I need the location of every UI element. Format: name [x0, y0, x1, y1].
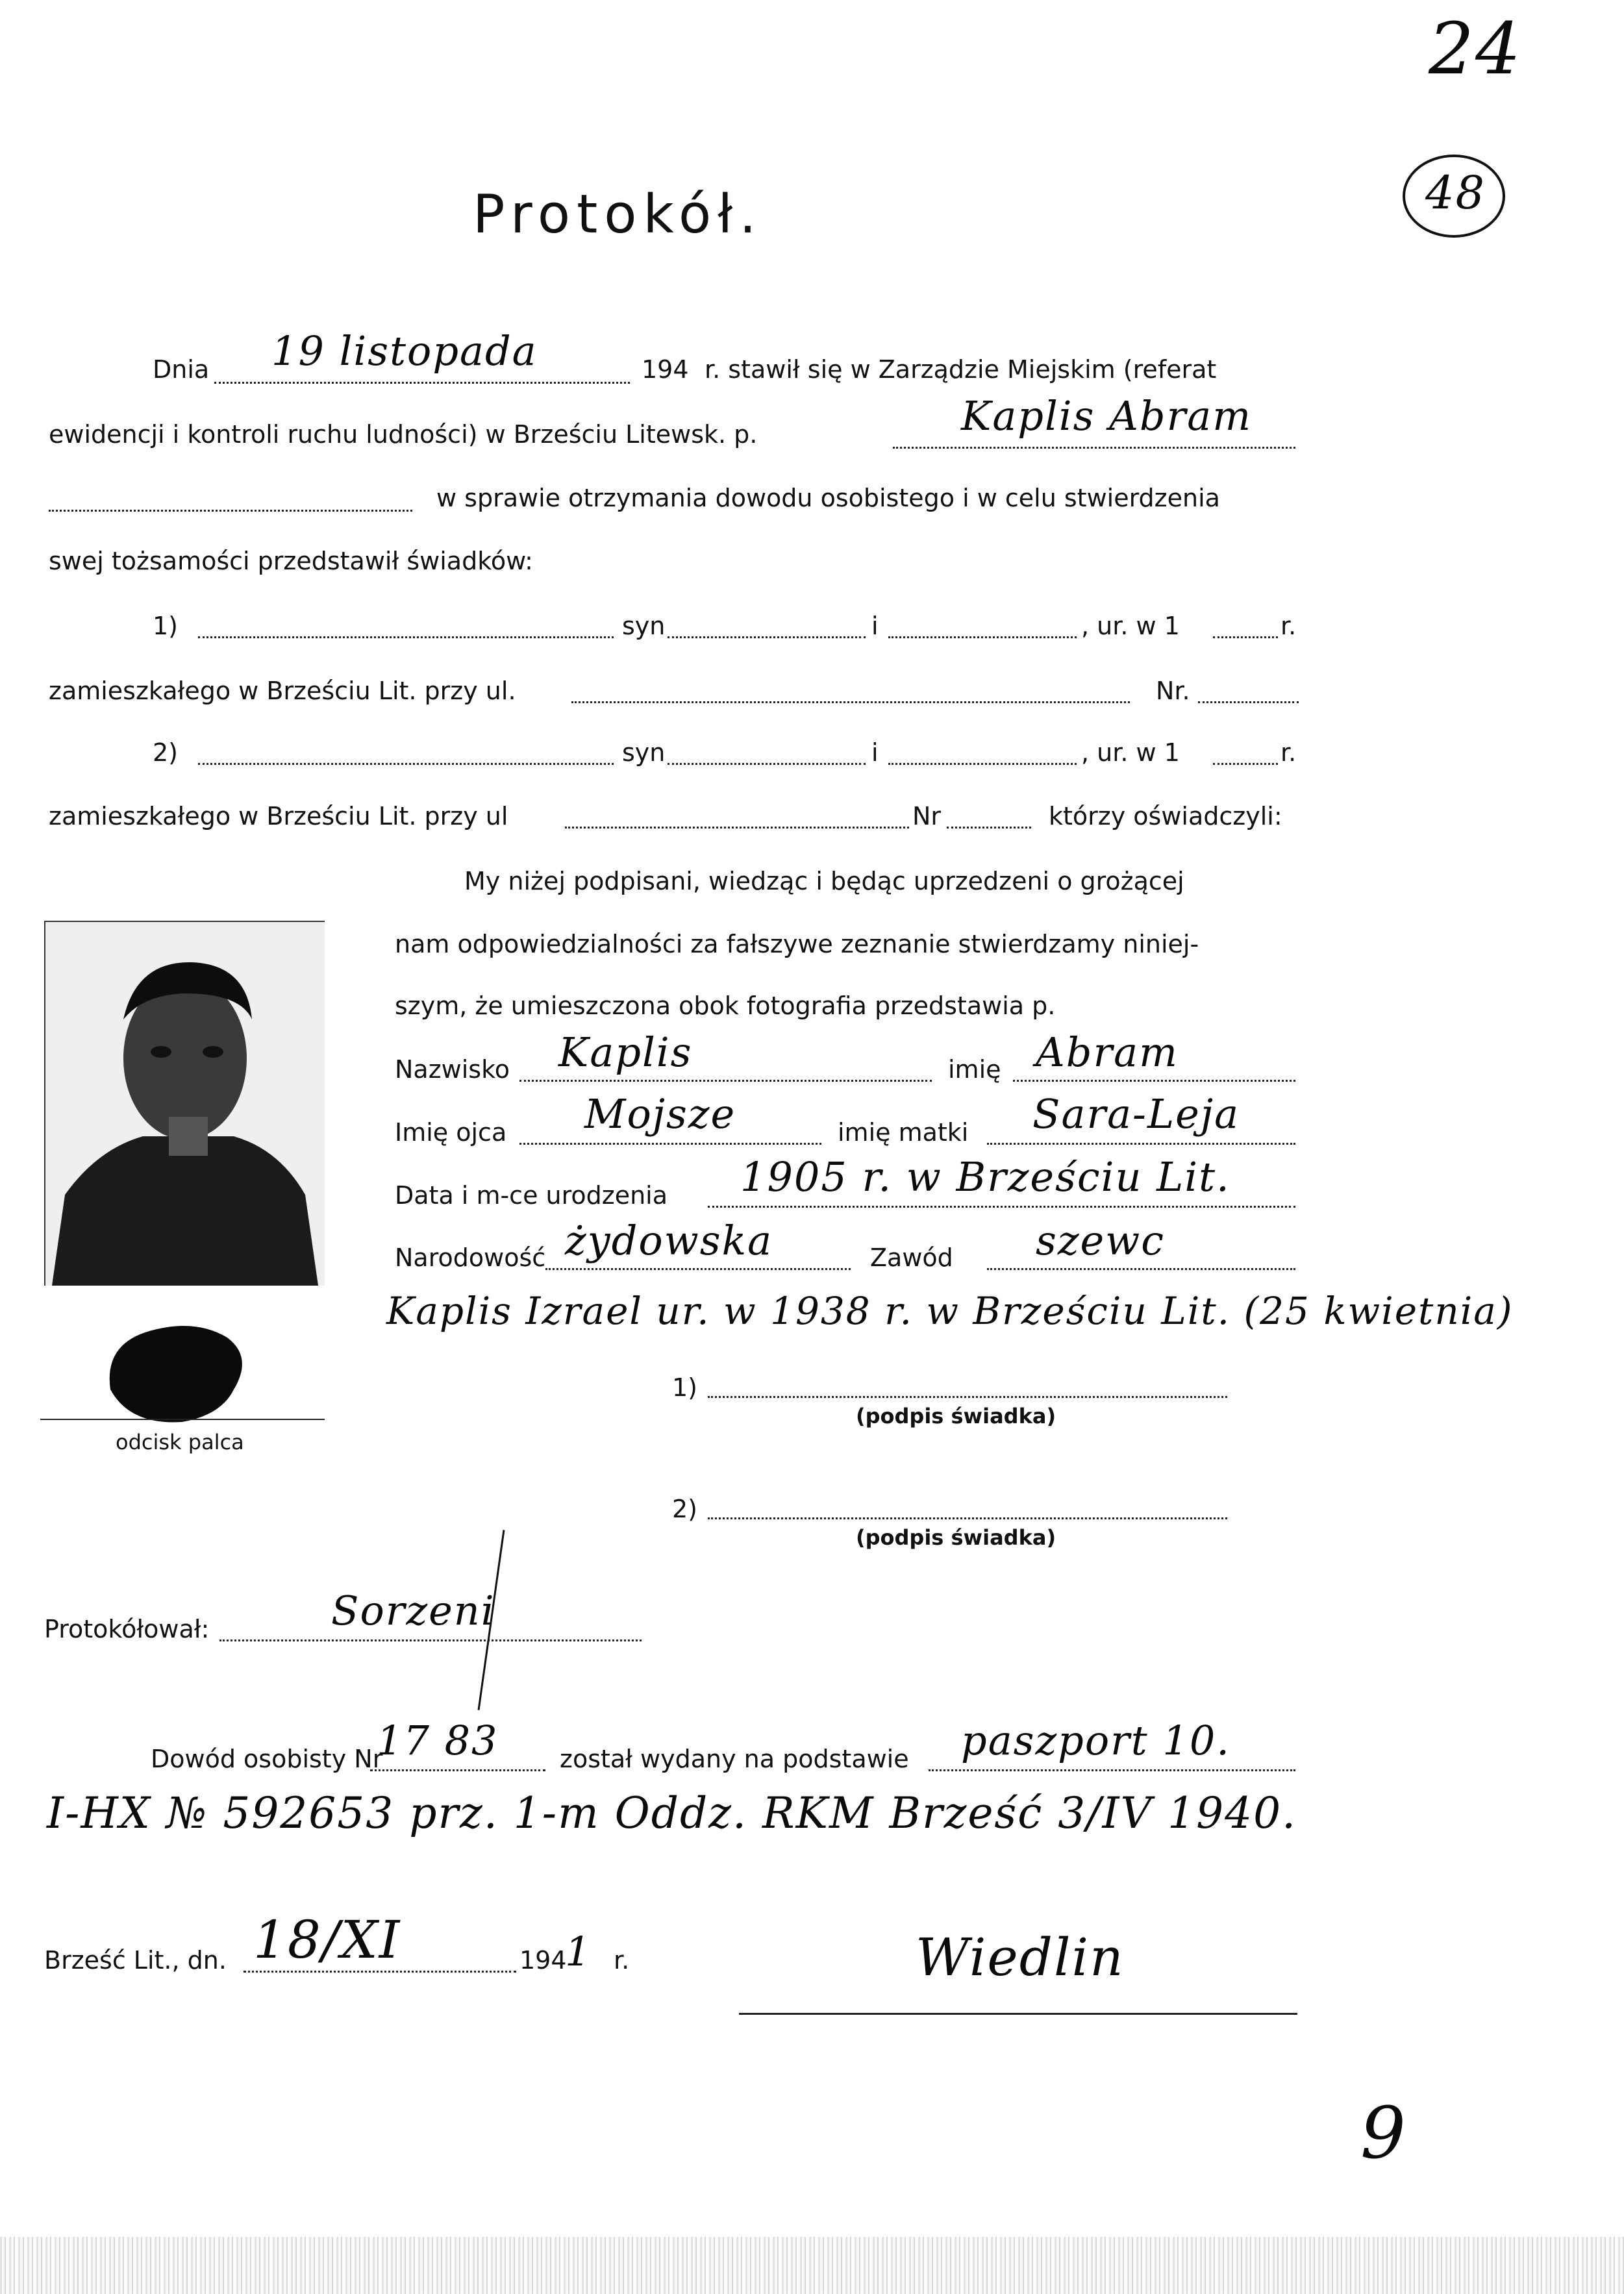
intro-line4: swej tożsamości przedstawił świadków:	[49, 547, 533, 575]
witness2-number: 2)	[153, 738, 179, 767]
firstname-line	[1013, 1080, 1295, 1082]
witness2-and-label: i	[871, 738, 879, 767]
footer-year-suffix: r.	[614, 1946, 630, 1975]
fingerprint-image	[97, 1318, 260, 1428]
scan-noise-strip	[0, 2237, 1624, 2294]
firstname-value: Abram	[1036, 1029, 1179, 1076]
official-signature: Wiedlin	[916, 1927, 1125, 1988]
witness1-nr-line	[1198, 701, 1299, 703]
statement-line1: My niżej podpisani, wiedząc i będąc uprzedzeni o grożącej	[464, 867, 1184, 895]
footer-year-digit: 1	[565, 1928, 592, 1975]
intro-line3: w sprawie otrzymania dowodu osobistego i w celu stwierdzenia	[436, 484, 1220, 512]
birth-line	[708, 1206, 1295, 1208]
witness2-nr-line	[947, 827, 1031, 829]
witness2-year-line	[1213, 763, 1278, 765]
page-title: Protokół.	[473, 184, 763, 245]
surname-line	[519, 1080, 932, 1082]
name-line	[893, 447, 1295, 449]
official-signature-line	[739, 2013, 1297, 2015]
id-basis-value: paszport 10.	[961, 1717, 1231, 1764]
witness1-year-line	[1213, 636, 1278, 638]
witness1-address-line	[571, 701, 1130, 703]
page-mark: 9	[1360, 2091, 1407, 2175]
occupation-line	[987, 1268, 1295, 1270]
fingerprint-line	[40, 1419, 325, 1420]
witness1-born-label: , ur. w 1	[1081, 612, 1180, 640]
witness1-and-label: i	[871, 612, 879, 640]
day-label: Dnia	[153, 355, 210, 384]
witness2-year-suffix: r.	[1280, 738, 1297, 767]
nationality-label: Narodowość	[395, 1243, 546, 1272]
witness2-nr-label: Nr	[912, 802, 942, 830]
witness1-son-label: syn	[622, 612, 666, 640]
firstname-label: imię	[948, 1055, 1001, 1084]
father-label: Imię ojca	[395, 1118, 507, 1147]
date-line	[244, 1971, 516, 1973]
witness2-address-line	[565, 827, 909, 829]
witness2-address-label: zamieszkałego w Brześciu Lit. przy ul	[49, 802, 508, 830]
id-photograph	[44, 921, 325, 1286]
witness1-father-line	[668, 636, 866, 638]
statement-line2: nam odpowiedzialności za fałszywe zeznanie stwierdzamy niniej-	[395, 930, 1199, 958]
witness1-address-label: zamieszkałego w Brześciu Lit. przy ul.	[49, 677, 516, 705]
day-value: 19 listopada	[271, 327, 538, 375]
mother-line	[987, 1143, 1295, 1145]
place-label: Brześć Lit., dn.	[44, 1946, 227, 1975]
id-basis-line	[929, 1769, 1295, 1771]
fingerprint-label: odcisk palca	[116, 1430, 244, 1454]
id-basis-line2: I-HX № 592653 prz. 1-m Oddz. RKM Brześć 3/IV 1940.	[47, 1788, 1297, 1838]
statement-line3: szym, że umieszczona obok fotografia przedstawia p.	[395, 991, 1056, 1020]
id-number: 17 83	[377, 1717, 499, 1764]
witness2-mother-line	[888, 763, 1077, 765]
witness2-born-label: , ur. w 1	[1081, 738, 1180, 767]
blank-line	[49, 510, 412, 512]
occupation-value: szewc	[1036, 1217, 1165, 1264]
intro-line2: ewidencji i kontroli ruchu ludności) w Brześciu Litewsk. p.	[49, 420, 758, 449]
witness1-number: 1)	[153, 612, 179, 640]
occupation-label: Zawód	[870, 1243, 953, 1272]
footer-year-prefix: 194	[519, 1946, 567, 1975]
signature1-line	[708, 1396, 1227, 1398]
father-value: Mojsze	[584, 1090, 736, 1138]
id-number-line	[370, 1769, 545, 1771]
circled-number: 48	[1425, 166, 1486, 219]
witness2-father-line	[668, 763, 866, 765]
signature2-line	[708, 1517, 1227, 1519]
protocol-signature: Sorzeni	[331, 1587, 495, 1634]
witness2-son-label: syn	[622, 738, 666, 767]
archive-number: 24	[1429, 7, 1522, 90]
birth-value: 1905 r. w Brześciu Lit.	[740, 1153, 1230, 1201]
mother-label: imię matki	[838, 1118, 969, 1147]
witness1-year-suffix: r.	[1280, 612, 1297, 640]
surname-label: Nazwisko	[395, 1055, 510, 1084]
id-issued-text: został wydany na podstawie	[560, 1745, 909, 1773]
day-line	[214, 382, 630, 384]
surname-value: Kaplis	[558, 1029, 693, 1076]
intro-line1-rest: r. stawił się w Zarządzie Miejskim (referat	[705, 355, 1217, 384]
protocol-line	[219, 1639, 642, 1641]
signature2-caption: (podpis świadka)	[856, 1525, 1056, 1550]
witness2-name-line	[198, 763, 614, 765]
mother-value: Sara-Leja	[1032, 1090, 1240, 1138]
witness1-nr-label: Nr.	[1156, 677, 1190, 705]
signature2-number: 2)	[672, 1495, 698, 1523]
protocol-label: Protokółował:	[44, 1615, 210, 1643]
witness1-name-line	[198, 636, 614, 638]
child-note: Kaplis Izrael ur. w 1938 r. w Brześciu Lit. (25 kwietnia)	[386, 1289, 1514, 1333]
year-prefix: 194	[642, 355, 689, 384]
who-declared: którzy oświadczyli:	[1049, 802, 1282, 830]
nationality-line	[545, 1268, 851, 1270]
date-value: 18/XI	[253, 1910, 401, 1970]
portrait-image	[45, 922, 325, 1286]
birth-label: Data i m-ce urodzenia	[395, 1181, 668, 1210]
signature1-number: 1)	[672, 1373, 698, 1402]
nationality-value: żydowska	[565, 1217, 773, 1264]
witness1-mother-line	[888, 636, 1077, 638]
father-line	[519, 1143, 821, 1145]
signature1-caption: (podpis świadka)	[856, 1404, 1056, 1428]
id-label: Dowód osobisty Nr	[151, 1745, 383, 1773]
person-name: Kaplis Abram	[961, 392, 1253, 440]
